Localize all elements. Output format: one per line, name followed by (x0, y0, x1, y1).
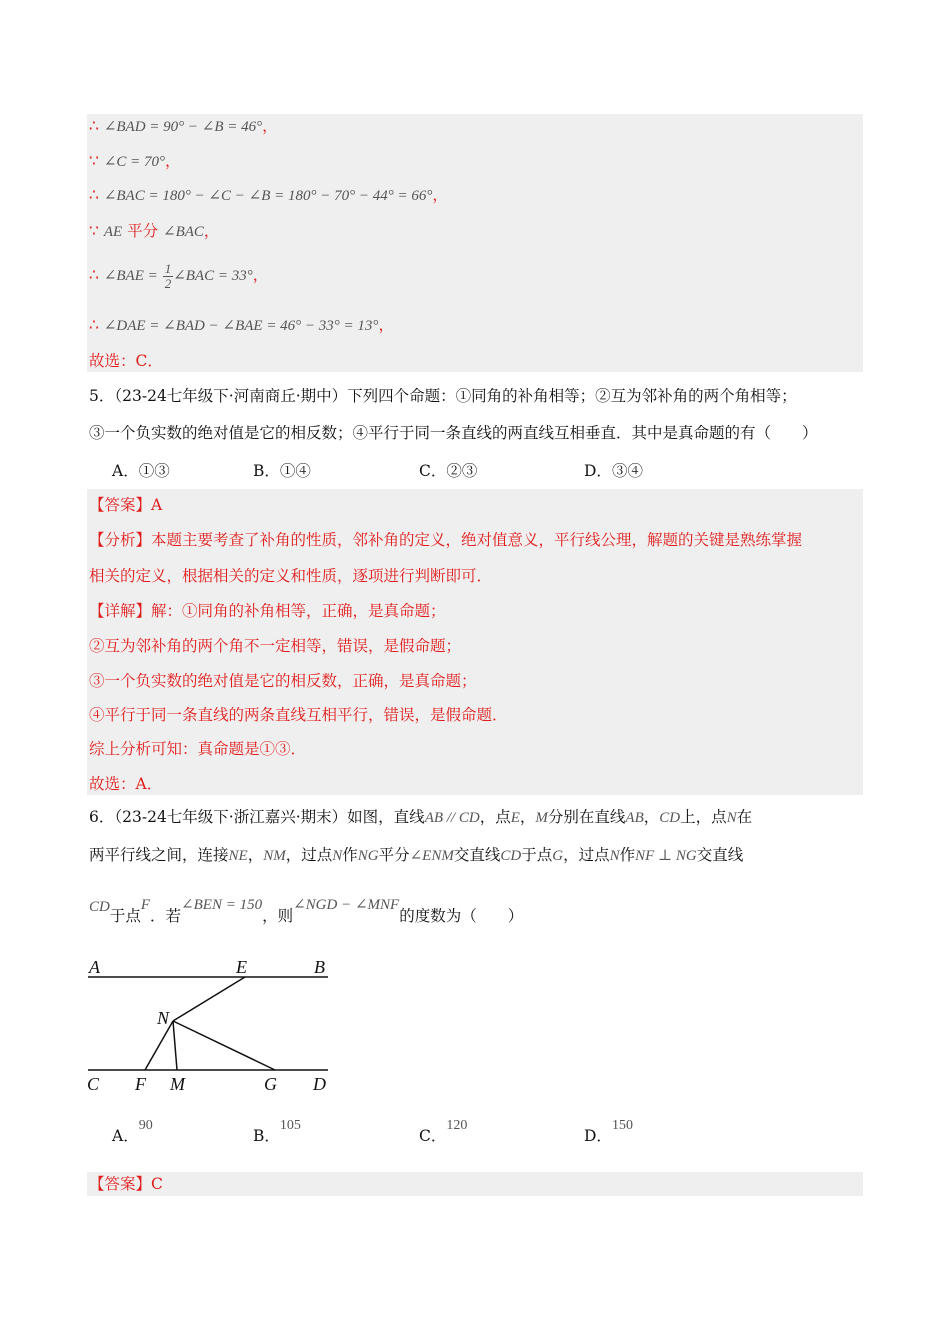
math-ne: NE (228, 848, 248, 864)
question-number: 5． (89, 387, 115, 405)
therefore-symbol: ∴ (89, 186, 99, 204)
math-line-ab: AB (625, 810, 644, 826)
question-text: 作 (342, 846, 358, 864)
step-line-5 (89, 258, 268, 293)
segment-nf (145, 1021, 173, 1070)
math-expression: ∠C = 70° (103, 154, 166, 170)
option-value: 90 (138, 1118, 153, 1133)
option-value: 150 (611, 1118, 633, 1133)
option-value: ①③ (138, 462, 170, 480)
question-text: 于点 (521, 846, 553, 864)
answer-line (89, 495, 162, 515)
question-text: 两平行线之间，连接 (89, 846, 229, 864)
question-text: 在 (736, 808, 753, 826)
math-expression: ∠DAE = ∠BAD − ∠BAE = 46° − 33° = 13° (103, 318, 379, 334)
analysis-text: 本题主要考查了补角的性质，邻补角的定义，绝对值意义，平行线公理，解题的关键是熟练掌握 (151, 531, 803, 549)
math-expression: ∠BAC = 33° (173, 268, 253, 284)
question-text: 如图，直线 (347, 808, 425, 826)
therefore-symbol: ∴ (89, 316, 99, 334)
question-text: 交直线 (696, 846, 744, 864)
option-c (419, 459, 477, 481)
question-source: （23-24七年级下·河南商丘·期中） (114, 387, 348, 405)
answer-tag: 【答案】 (89, 496, 152, 514)
question-text: 于点 (109, 907, 141, 925)
option-label: A． (112, 1127, 139, 1145)
math-line-cd: CD (659, 810, 681, 826)
analysis-line-1 (89, 530, 802, 550)
question-5-line-1 (89, 386, 797, 406)
segment-ne (173, 977, 245, 1021)
detail-line-3: ③一个负实数的绝对值是它的相反数，正确，是真命题； (89, 672, 477, 690)
detail-line-2: ②互为邻补角的两个角不一定相等，错误，是假命题； (89, 637, 462, 655)
option-value: 105 (279, 1118, 301, 1133)
math-point-n: N (609, 848, 620, 864)
question-text: ．若 (150, 907, 182, 925)
fraction-denominator: 2 (164, 275, 172, 291)
option-c (419, 1118, 468, 1146)
question-text: 的度数为（ ） (399, 907, 524, 925)
question-5-line-2: ③一个负实数的绝对值是它的相反数；④平行于同一条直线的两直线互相垂直．其中是真命题的有（ ） (89, 424, 818, 442)
detail-line-1 (89, 601, 446, 621)
option-label: D． (584, 462, 612, 480)
question-text: 平分 (378, 846, 410, 864)
label-f: F (135, 1074, 146, 1094)
option-label: A． (112, 462, 139, 480)
label-d: D (313, 1074, 326, 1094)
question-text: 分别在直线 (547, 808, 626, 826)
question-6-line-2 (89, 845, 743, 866)
punctuation: ， (432, 186, 448, 204)
summary-line: 综上分析可知：真命题是①③． (89, 740, 307, 758)
option-d (584, 1118, 633, 1146)
label-e: E (236, 957, 247, 977)
question-text: 作 (619, 846, 636, 864)
answer-value: C (151, 1175, 163, 1193)
punctuation: ， (262, 117, 278, 135)
therefore-symbol: ∴ (89, 117, 99, 135)
question-text: ，则 (262, 907, 294, 925)
step-text: 平分 (122, 222, 163, 240)
option-a (112, 1118, 153, 1146)
option-value: 120 (446, 1118, 468, 1133)
step-line-6 (89, 315, 394, 336)
label-c: C (87, 1074, 100, 1094)
math-expression: ∠BAD = 90° − ∠B = 46° (103, 119, 263, 135)
math-angle-ben: ∠BEN = 150 (181, 897, 263, 913)
option-label: B． (253, 1127, 280, 1145)
option-b (253, 1118, 301, 1146)
answer-line (89, 1174, 163, 1194)
math-point-n: N (332, 848, 343, 864)
math-ng: NG (357, 848, 379, 864)
geometry-figure (85, 955, 345, 1095)
option-value: ①④ (279, 462, 311, 480)
detail-tag: 【详解】 (89, 602, 152, 620)
math-expression: AE (103, 224, 123, 240)
segment-nm (173, 1021, 177, 1070)
math-expression: ∠BAC (163, 224, 204, 240)
punctuation: ， (203, 222, 220, 240)
option-b (253, 459, 311, 481)
because-symbol: ∵ (89, 152, 99, 170)
question-text: ，过点 (563, 846, 610, 864)
answer-tag: 【答案】 (89, 1175, 152, 1193)
question-text: ， (519, 808, 536, 826)
analysis-tag: 【分析】 (89, 531, 152, 549)
math-expression: ∠NGD − ∠MNF (293, 897, 400, 913)
math-expression: ∠BAC = 180° − ∠C − ∠B = 180° − 70° − 44° = 66° (103, 188, 433, 204)
answer-value: A (151, 496, 163, 514)
label-b: B (314, 957, 325, 977)
question-6-line-3 (89, 897, 524, 931)
conclusion-line: 故选：C． (89, 352, 163, 370)
question-source: （23-24七年级下·浙江嘉兴·期末） (114, 808, 348, 826)
punctuation: ， (252, 266, 269, 284)
label-n: N (157, 1008, 170, 1028)
conclusion-line: 故选：A． (89, 775, 163, 793)
punctuation: ， (165, 152, 181, 170)
math-line-cd: CD (89, 899, 110, 915)
question-6-line-1 (89, 807, 752, 828)
segment-ng (173, 1021, 275, 1070)
option-a (112, 459, 170, 481)
math-nm: NM (263, 848, 286, 864)
option-label: C． (419, 462, 447, 480)
step-line-1 (89, 116, 278, 137)
solution-block-q6 (87, 1172, 863, 1196)
step-line-2 (89, 151, 181, 172)
math-nf-perp-ng: NF ⊥ NG (635, 848, 697, 864)
because-symbol: ∵ (89, 222, 99, 240)
math-expression: ∠BAE = (103, 268, 158, 284)
math-ab-parallel-cd: AB // CD (424, 810, 480, 826)
option-label: C． (419, 1127, 447, 1145)
step-line-3 (89, 185, 448, 206)
therefore-symbol: ∴ (89, 266, 99, 284)
math-point-m: M (535, 810, 548, 826)
math-point-g: G (552, 848, 564, 864)
question-text: 交直线 (453, 846, 501, 864)
question-text: ，点 (479, 808, 511, 826)
math-line-cd: CD (500, 848, 522, 864)
math-point-n: N (726, 810, 737, 826)
math-point-e: E (510, 810, 520, 826)
option-value: ②③ (446, 462, 478, 480)
question-text: 上，点 (680, 808, 727, 826)
fraction-one-half (163, 262, 174, 291)
question-text: ， (247, 846, 264, 864)
step-line-4 (89, 221, 219, 242)
punctuation: ， (378, 316, 394, 334)
question-number: 6． (89, 808, 115, 826)
fraction-numerator: 1 (164, 260, 172, 276)
label-m: M (170, 1074, 185, 1094)
detail-text: 解：①同角的补角相等，正确，是真命题； (151, 602, 446, 620)
math-point-f: F (140, 897, 151, 913)
label-g: G (264, 1074, 277, 1094)
option-d (584, 459, 643, 481)
label-a: A (89, 957, 100, 977)
question-text: ，过点 (285, 846, 333, 864)
detail-line-4: ④平行于同一条直线的两条直线互相平行，错误，是假命题． (89, 706, 508, 724)
question-text: ， (643, 808, 660, 826)
question-text: 下列四个命题：①同角的补角相等；②互为邻补角的两个角相等； (347, 387, 797, 405)
analysis-line-2: 相关的定义，根据相关的定义和性质，逐项进行判断即可． (89, 567, 493, 585)
option-label: D． (584, 1127, 612, 1145)
option-label: B． (253, 462, 280, 480)
math-angle-enm: ∠ENM (409, 848, 454, 864)
option-value: ③④ (611, 462, 643, 480)
